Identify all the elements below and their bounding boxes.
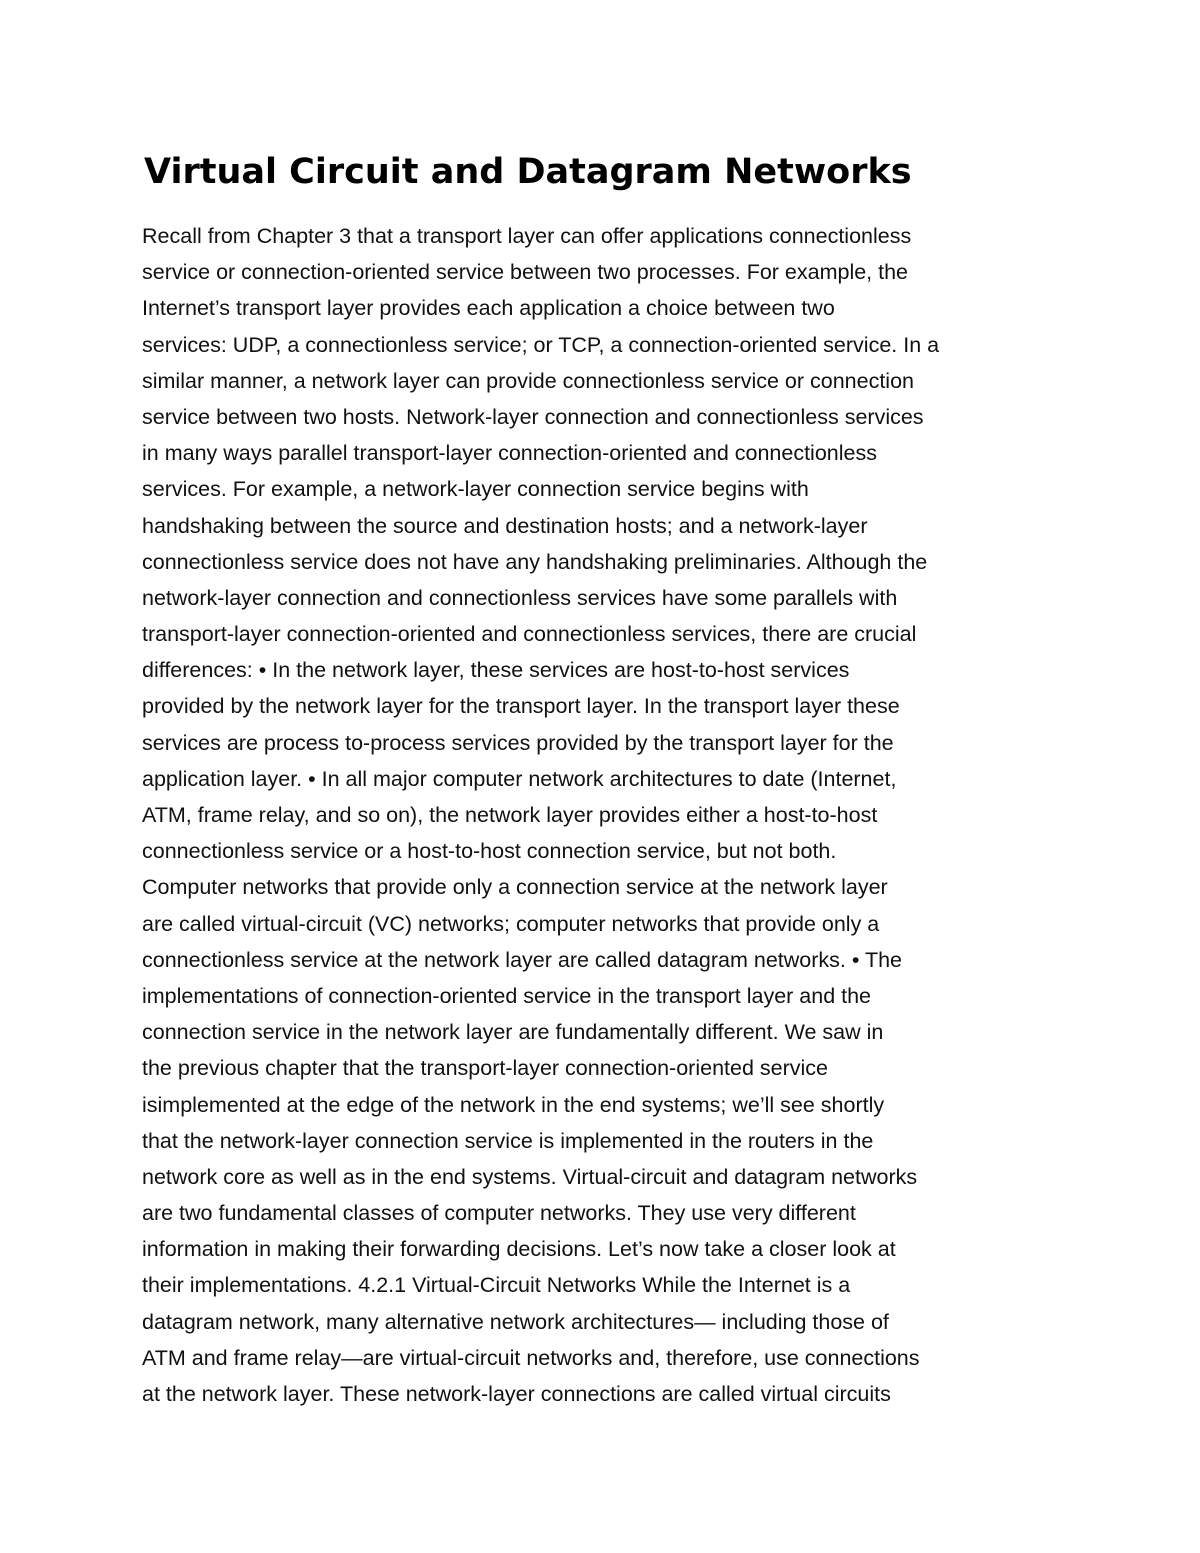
body-line: at the network layer. These network-layer connections are called virtual circuits	[142, 1382, 891, 1406]
body-line: transport-layer connection-oriented and connectionless services, there are crucial	[142, 622, 917, 647]
body-line: ATM, frame relay, and so on), the network layer provides either a host-to-host	[142, 803, 878, 827]
body-line: datagram network, many alternative network architectures— including those of	[142, 1309, 889, 1334]
body-line: their implementations. 4.2.1 Virtual-Circuit Networks While the Internet is a	[142, 1273, 851, 1298]
document-title: Virtual Circuit and Datagram Networks	[144, 152, 912, 192]
body-line: implementations of connection-oriented service in the transport layer and the	[142, 983, 872, 1008]
body-line: Internet’s transport layer provides each application a choice between two	[142, 296, 835, 321]
body-line: differences: • In the network layer, these services are host-to-host services	[142, 658, 850, 683]
body-line: provided by the network layer for the transport layer. In the transport layer these	[142, 694, 900, 719]
body-line: application layer. • In all major computer network architectures to date (Internet,	[142, 766, 897, 791]
body-line: Recall from Chapter 3 that a transport layer can offer applications connectionless	[142, 224, 912, 248]
body-line: services. For example, a network-layer connection service begins with	[142, 477, 809, 502]
body-line: connectionless service does not have any handshaking preliminaries. Although the	[142, 549, 928, 574]
body-line: in many ways parallel transport-layer connection-oriented and connectionless	[142, 441, 877, 466]
body-line: service or connection-oriented service between two processes. For example, the	[142, 260, 909, 285]
body-line: connectionless service or a host-to-host connection service, but not both.	[142, 839, 837, 864]
body-line: isimplemented at the edge of the network in the end systems; we’ll see shortly	[142, 1092, 885, 1117]
body-line: are called virtual-circuit (VC) networks; computer networks that provide only a	[142, 911, 880, 936]
document-body	[142, 218, 1082, 1412]
body-line: handshaking between the source and destination hosts; and a network-layer	[142, 513, 868, 538]
body-line: connectionless service at the network layer are called datagram networks. • The	[142, 947, 903, 972]
body-line: network core as well as in the end systems. Virtual-circuit and datagram networks	[142, 1164, 918, 1189]
body-line: Computer networks that provide only a connection service at the network layer	[142, 875, 888, 900]
body-line: network-layer connection and connectionless services have some parallels with	[142, 585, 898, 610]
body-line: service between two hosts. Network-layer connection and connectionless services	[142, 404, 924, 429]
body-line: connection service in the network layer are fundamentally different. We saw in	[142, 1020, 884, 1045]
body-line: are two fundamental classes of computer networks. They use very different	[142, 1201, 856, 1226]
body-line: information in making their forwarding decisions. Let’s now take a closer look at	[142, 1237, 896, 1262]
body-line: that the network-layer connection service is implemented in the routers in the	[142, 1128, 874, 1153]
body-line: services are process to-process services provided by the transport layer for the	[142, 730, 894, 755]
body-line: services: UDP, a connectionless service; or TCP, a connection-oriented service. In a	[142, 332, 940, 357]
body-line: similar manner, a network layer can provide connectionless service or connection	[142, 368, 914, 393]
body-line: the previous chapter that the transport-layer connection-oriented service	[142, 1056, 828, 1081]
body-line: ATM and frame relay—are virtual-circuit networks and, therefore, use connections	[142, 1345, 920, 1370]
